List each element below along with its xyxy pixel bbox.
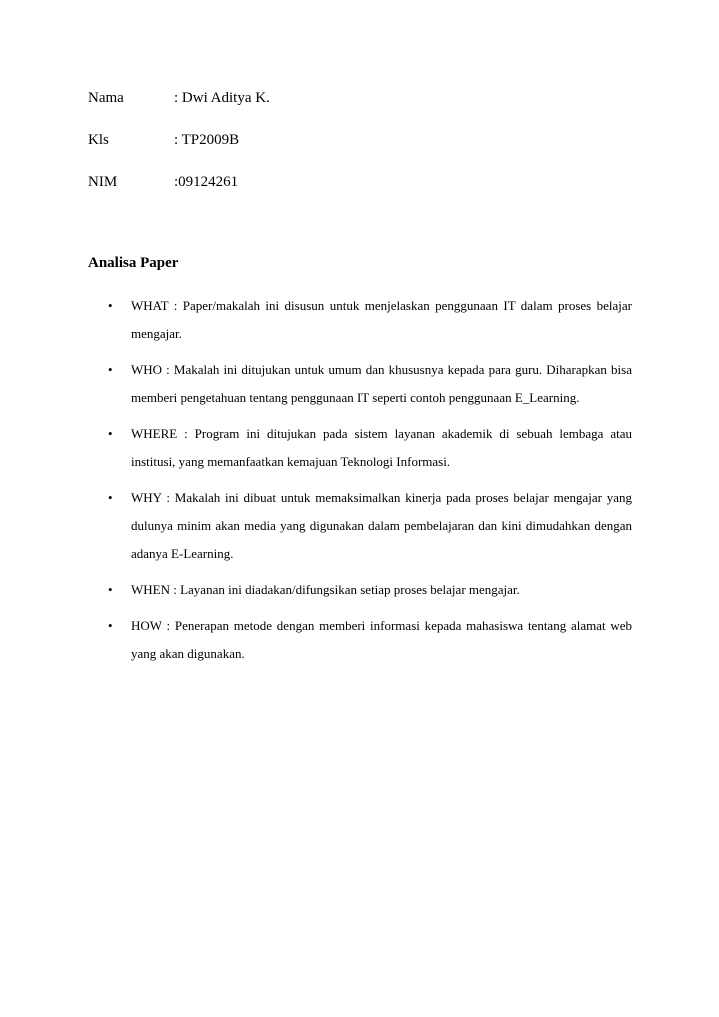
- section-title: Analisa Paper: [88, 255, 179, 271]
- list-item-text: WHY : Makalah ini dibuat untuk memaksimalkan kinerja pada proses belajar mengajar yang dulunya minim akan media yang digunakan dalam pembelajaran dan kini dimudahkan dengan adanya E-Learning.: [131, 490, 632, 561]
- class-row: [88, 131, 239, 149]
- bullet-icon: •: [108, 298, 113, 313]
- class-value: : TP2009B: [174, 132, 240, 148]
- name-label: Nama: [88, 90, 124, 106]
- nim-value: :09124261: [174, 174, 239, 190]
- bullet-icon: •: [108, 582, 113, 597]
- list-item: [108, 612, 632, 668]
- list-item: [108, 356, 632, 412]
- list-item-text: WHAT : Paper/makalah ini disusun untuk menjelaskan penggunaan IT dalam proses belajar mengajar.: [131, 298, 632, 341]
- bullet-icon: •: [108, 618, 113, 633]
- name-row: [88, 89, 270, 107]
- list-item: [108, 576, 632, 604]
- list-item: [108, 420, 632, 476]
- bullet-icon: •: [108, 362, 113, 377]
- list-item: [108, 292, 632, 348]
- nim-label: NIM: [88, 174, 118, 190]
- bullet-icon: •: [108, 426, 113, 441]
- class-label: Kls: [88, 132, 109, 148]
- list-item-text: WHERE : Program ini ditujukan pada sistem layanan akademik di sebuah lembaga atau institusi, yang memanfaatkan kemajuan Teknologi Informasi.: [131, 426, 632, 469]
- analysis-list: [108, 292, 632, 676]
- name-value: : Dwi Aditya K.: [174, 90, 270, 106]
- bullet-icon: •: [108, 490, 113, 505]
- list-item: [108, 484, 632, 568]
- list-item-text: WHEN : Layanan ini diadakan/difungsikan setiap proses belajar mengajar.: [131, 582, 520, 597]
- list-item-text: HOW : Penerapan metode dengan memberi informasi kepada mahasiswa tentang alamat web yang akan digunakan.: [131, 618, 632, 661]
- list-item-text: WHO : Makalah ini ditujukan untuk umum dan khususnya kepada para guru. Diharapkan bisa memberi pengetahuan tentang penggunaan IT seperti contoh penggunaan E_Learning.: [131, 362, 632, 405]
- nim-row: [88, 173, 238, 191]
